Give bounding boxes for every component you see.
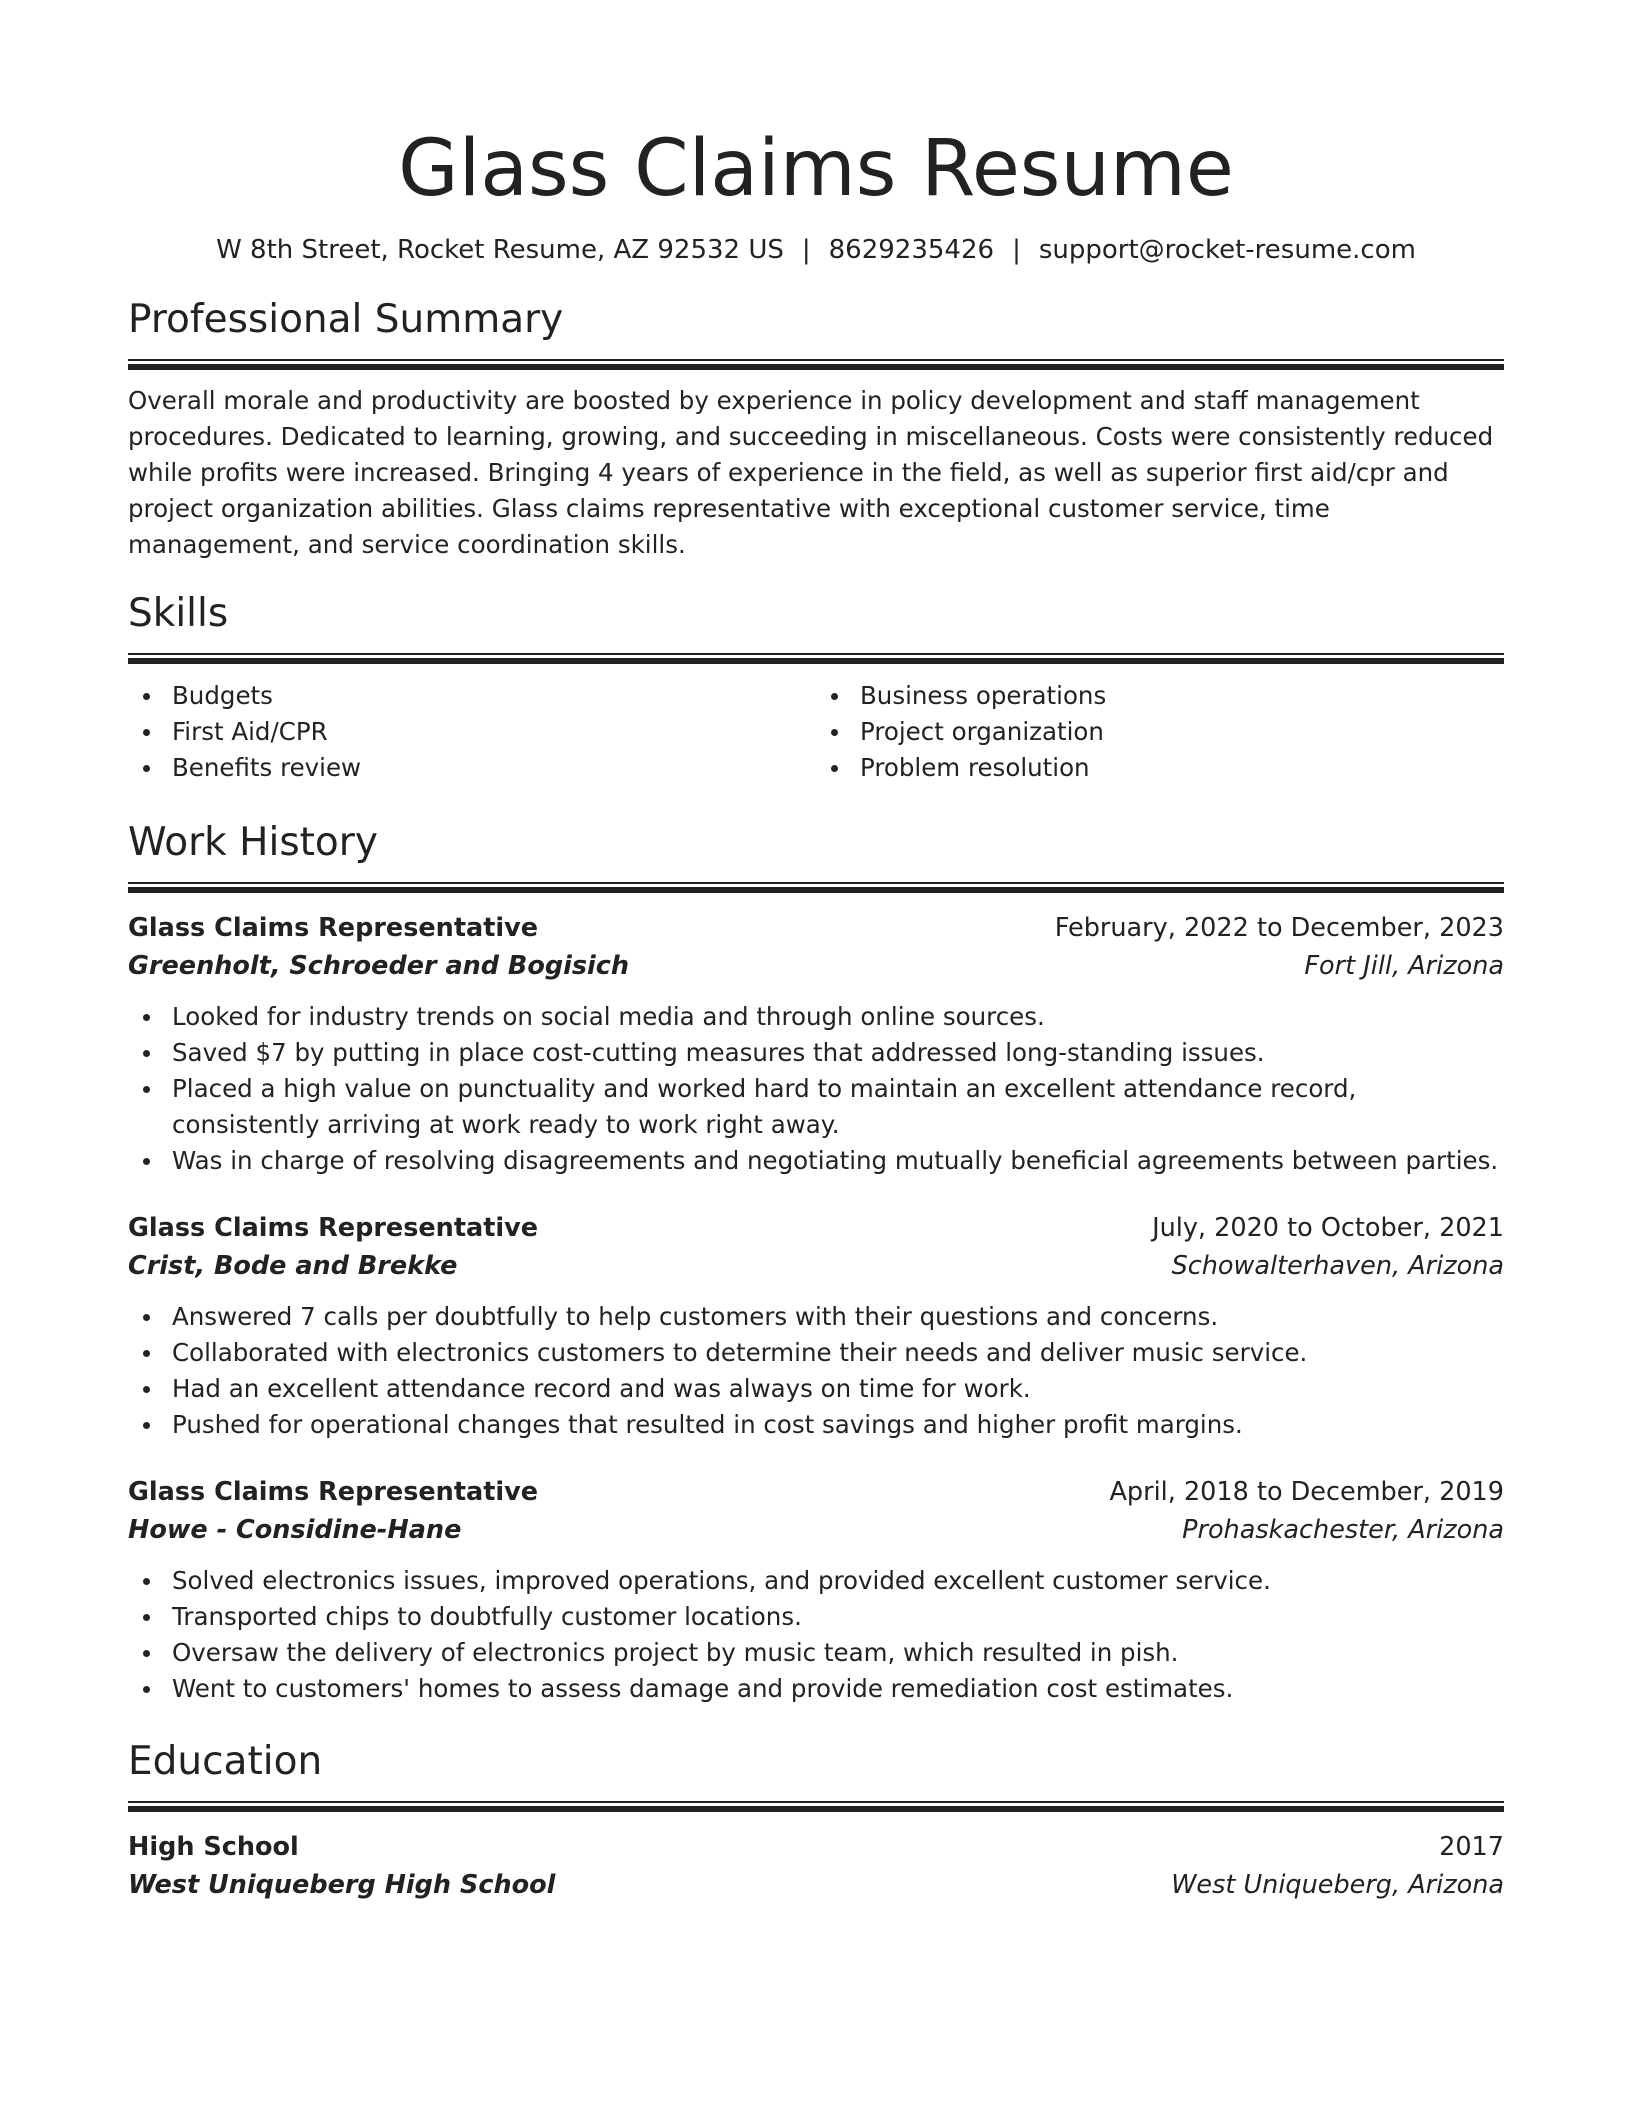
education-year: 2017 [1439, 1832, 1504, 1862]
job-bullet: Transported chips to doubtfully customer locations. [128, 1599, 1504, 1635]
job-bullet: Collaborated with electronics customers to determine their needs and deliver music service. [128, 1335, 1504, 1371]
job-dates: April, 2018 to December, 2019 [1109, 1477, 1504, 1507]
job-dates: February, 2022 to December, 2023 [1054, 913, 1504, 943]
section-divider [128, 882, 1504, 893]
job-location: Fort Jill, Arizona [1304, 951, 1504, 981]
job-entry [128, 1473, 1504, 1707]
job-company: Greenholt, Schroeder and Bogisich [128, 951, 630, 981]
job-bullet: Oversaw the delivery of electronics project by music team, which resulted in pish. [128, 1635, 1504, 1671]
job-bullet: Answered 7 calls per doubtfully to help customers with their questions and concerns. [128, 1299, 1504, 1335]
section-divider [128, 653, 1504, 664]
skill-item: Budgets [128, 678, 816, 714]
contact-separator: | [801, 235, 811, 265]
skills-list [128, 678, 1504, 786]
job-bullet: Looked for industry trends on social media and through online sources. [128, 999, 1504, 1035]
section-heading-work-history: Work History [128, 820, 378, 865]
job-bullet: Saved $7 by putting in place cost-cutting measures that addressed long-standing issues. [128, 1035, 1504, 1071]
skills-column-left [128, 678, 816, 786]
job-bullet: Was in charge of resolving disagreements and negotiating mutually beneficial agreements between parties. [128, 1143, 1504, 1179]
job-title: Glass Claims Representative [128, 913, 539, 943]
resume-title: Glass Claims Resume [398, 124, 1234, 214]
job-company: Howe - Considine-Hane [128, 1515, 462, 1545]
job-bullets [128, 1563, 1504, 1707]
education-entry [128, 1828, 1504, 1904]
skill-item: Project organization [816, 714, 1504, 750]
contact-line [128, 233, 1504, 267]
summary-text: Overall morale and productivity are boosted by experience in policy development and staff management procedures. Dedicated to learning, growing, and succeeding in miscellaneous. Costs were consistently reduced while profits were increased. Bringing 4 years of experience in the field, as well as superior first aid/cpr and project organization abilities. Glass claims representative with exceptional customer service, time management, and service coordination skills. [128, 386, 1494, 559]
education-degree: High School [128, 1832, 299, 1862]
section-heading-skills: Skills [128, 591, 229, 636]
skill-item: Problem resolution [816, 750, 1504, 786]
job-entry [128, 909, 1504, 1179]
section-divider [128, 359, 1504, 370]
job-bullet: Went to customers' homes to assess damage and provide remediation cost estimates. [128, 1671, 1504, 1707]
skill-item: First Aid/CPR [128, 714, 816, 750]
section-divider [128, 1801, 1504, 1812]
job-location: Prohaskachester, Arizona [1182, 1515, 1504, 1545]
job-bullets [128, 999, 1504, 1179]
job-bullet: Pushed for operational changes that resulted in cost savings and higher profit margins. [128, 1407, 1504, 1443]
contact-phone: 8629235426 [828, 235, 995, 265]
section-heading-summary: Professional Summary [128, 297, 564, 342]
education-school: West Uniqueberg High School [128, 1870, 556, 1900]
job-bullet: Had an excellent attendance record and was always on time for work. [128, 1371, 1504, 1407]
job-bullets [128, 1299, 1504, 1443]
skill-item: Benefits review [128, 750, 816, 786]
job-dates: July, 2020 to October, 2021 [1152, 1213, 1504, 1243]
job-title: Glass Claims Representative [128, 1213, 539, 1243]
section-heading-education: Education [128, 1739, 323, 1784]
job-company: Crist, Bode and Brekke [128, 1251, 458, 1281]
contact-address: W 8th Street, Rocket Resume, AZ 92532 US [216, 235, 784, 265]
job-bullet: Placed a high value on punctuality and worked hard to maintain an excellent attendance record, consistently arriving at work ready to work right away. [128, 1071, 1504, 1143]
education-location: West Uniqueberg, Arizona [1171, 1870, 1504, 1900]
contact-separator: | [1012, 235, 1021, 265]
job-location: Schowalterhaven, Arizona [1171, 1251, 1504, 1281]
job-bullet: Solved electronics issues, improved operations, and provided excellent customer service. [128, 1563, 1504, 1599]
job-entry [128, 1209, 1504, 1443]
skill-item: Business operations [816, 678, 1504, 714]
contact-email: support@rocket-resume.com [1038, 235, 1416, 265]
job-title: Glass Claims Representative [128, 1477, 539, 1507]
skills-column-right [816, 678, 1504, 786]
